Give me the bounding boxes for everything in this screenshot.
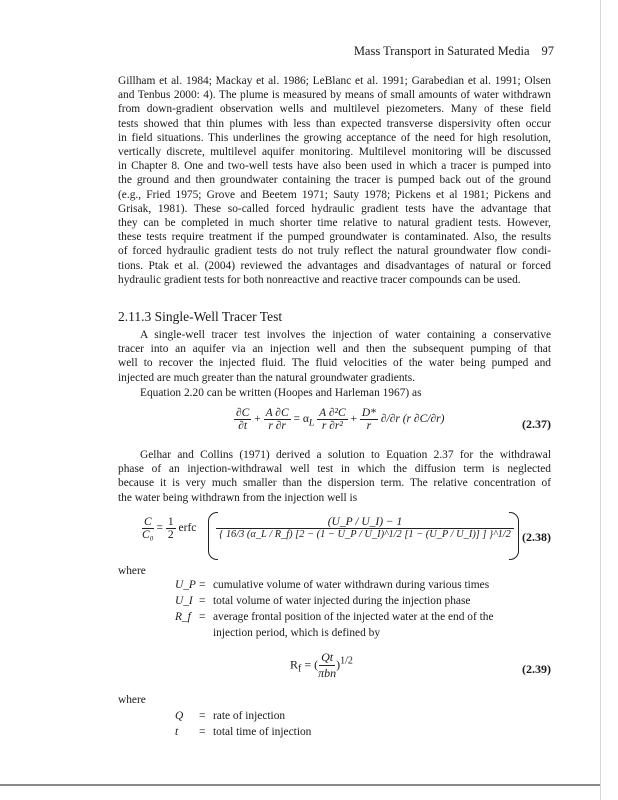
definition-row: R_f = average frontal position of the injected water at the end of the [175,611,494,623]
text-line: these tests require treatment if the pumped groundwater is contaminated. Also, the results [118,231,551,244]
text-line: tests showed that thin plumes with less than expected transverse dispersivity often occur [118,117,551,130]
where-label: where [118,694,146,706]
text-line: injected are much greater than the natural groundwater gradients. [118,371,415,384]
text-line: and Tenbus 2000: 4). The plume is measured by means of small amounts of water withdrawn [118,89,551,102]
running-head [354,44,554,59]
definition-row: Q = rate of injection [175,710,286,722]
text-line: of forced hydraulic gradient tests do not truly reflect the natural groundwater flow condi- [118,245,551,258]
symbol-definitions-1 [175,577,494,641]
definition-row: U_I = total volume of water injected during the injection phase [175,595,471,607]
equation-2-38 [118,510,551,562]
text-line: (e.g., Fried 1975; Grove and Beetem 1971; Sauty 1978; Pickens et al 1981; Pickens and [118,188,551,201]
definition-row: U_P = cumulative volume of water withdrawn during various times [175,579,490,591]
paragraph-4 [118,448,551,505]
equation-2-39 [118,646,551,690]
text-line: they can be completed in much shorter time relative to natural gradient tests. However, [118,217,551,230]
equation-2-38-argument: (U_P / U_I) − 1 { 16/3 (α_L / R_f) [2 − (1 − U_P / U_I)^1/2 [1 − (U_P / U_I)] ] }^1/2 [218,516,512,540]
definition-row: t = total time of injection [175,726,312,738]
text-line: Grisak, 1981). These so-called forced hydraulic gradient tests have the advantage that [118,202,551,215]
right-parenthesis [509,512,519,560]
text-line: vertically discrete, multilevel aquifer monitoring. Multilevel monitoring will be discussed [118,146,551,159]
page-edge-right [600,0,601,800]
text-line: tracer into an aquifer via an injection well and then the subsequent pumping of that [118,343,551,356]
text-line: in Chapter 8. One and two-well tests have also been used in which a tracer is pumped into [118,160,551,173]
text-line: tions. Ptak et al. (2004) reviewed the advantages and disadvantages of natural or forced [118,259,551,272]
text-line: Equation 2.20 can be written (Hoopes and Harleman 1967) as [140,387,422,399]
text-line: from down-gradient observation wells and multilevel piezometers. Many of these field [118,103,551,116]
paragraph-3 [118,386,551,400]
text-line: because it is very much smaller than the dispersion term. The relative concentration of [118,477,551,490]
text-line: phase of an injection-withdrawal well test in which the diffusion term is neglected [118,463,551,476]
equation-2-38-lhs: $\frac{C}{\text{C₀}}$ = $\frac{1}{2}$ erfc [142,516,197,541]
equation-2-37-body: $\frac{\partial C}{\partial t}$ + $\frac{A \partial C}{r \partial r}$ = $\alpha_L$ $\frac{\text{A ∂²C}}{\text{r ∂r²}}$ + $\frac{D*}{r}$ ∂/∂r (r ∂C/∂r) [236,407,445,432]
definition-continuation: injection period, which is defined by [213,627,381,639]
paragraph-2 [118,328,551,385]
text-line: the ground and then groundwater containing the tracer is pumped back out of the ground [118,174,551,187]
page-number: 97 [541,44,554,58]
running-head-title: Mass Transport in Saturated Media [353,44,530,58]
section-heading: 2.11.3 Single-Well Tracer Test [118,309,283,324]
equation-number: (2.39) [522,662,551,676]
equation-number: (2.38) [522,530,551,544]
paragraph-1 [118,74,551,287]
equation-2-37 [118,405,551,445]
equation-2-39-body: $R_f$ = ( $\frac{Qt}{\text{πbn}}$ )$^{1/2}$ [290,650,353,680]
text-line: Gillham et al. 1984; Mackay et al. 1986; LeBlanc et al. 1991; Garabedian et al. 1991; Olsen [118,75,551,87]
text-line: A single-well tracer test involves the injection of water containing a conservative [140,329,551,341]
text-line: Gelhar and Collins (1971) derived a solution to Equation 2.37 for the withdrawal [140,449,551,461]
text-line: well to recover the injected fluid. The fluid velocities of the water being pumped and [118,357,551,370]
equation-number: (2.37) [522,417,551,431]
text-line: hydraulic gradient tests for both nonreactive and reactive tracer compounds can be used. [118,273,521,286]
text-line: the water being withdrawn from the injection well is [118,491,358,504]
text-line: in field situations. This underlines the growing acceptance of the need for high resolution, [118,131,551,144]
page-edge-bottom [0,784,600,786]
symbol-definitions-2 [175,708,311,740]
where-label: where [118,565,146,577]
